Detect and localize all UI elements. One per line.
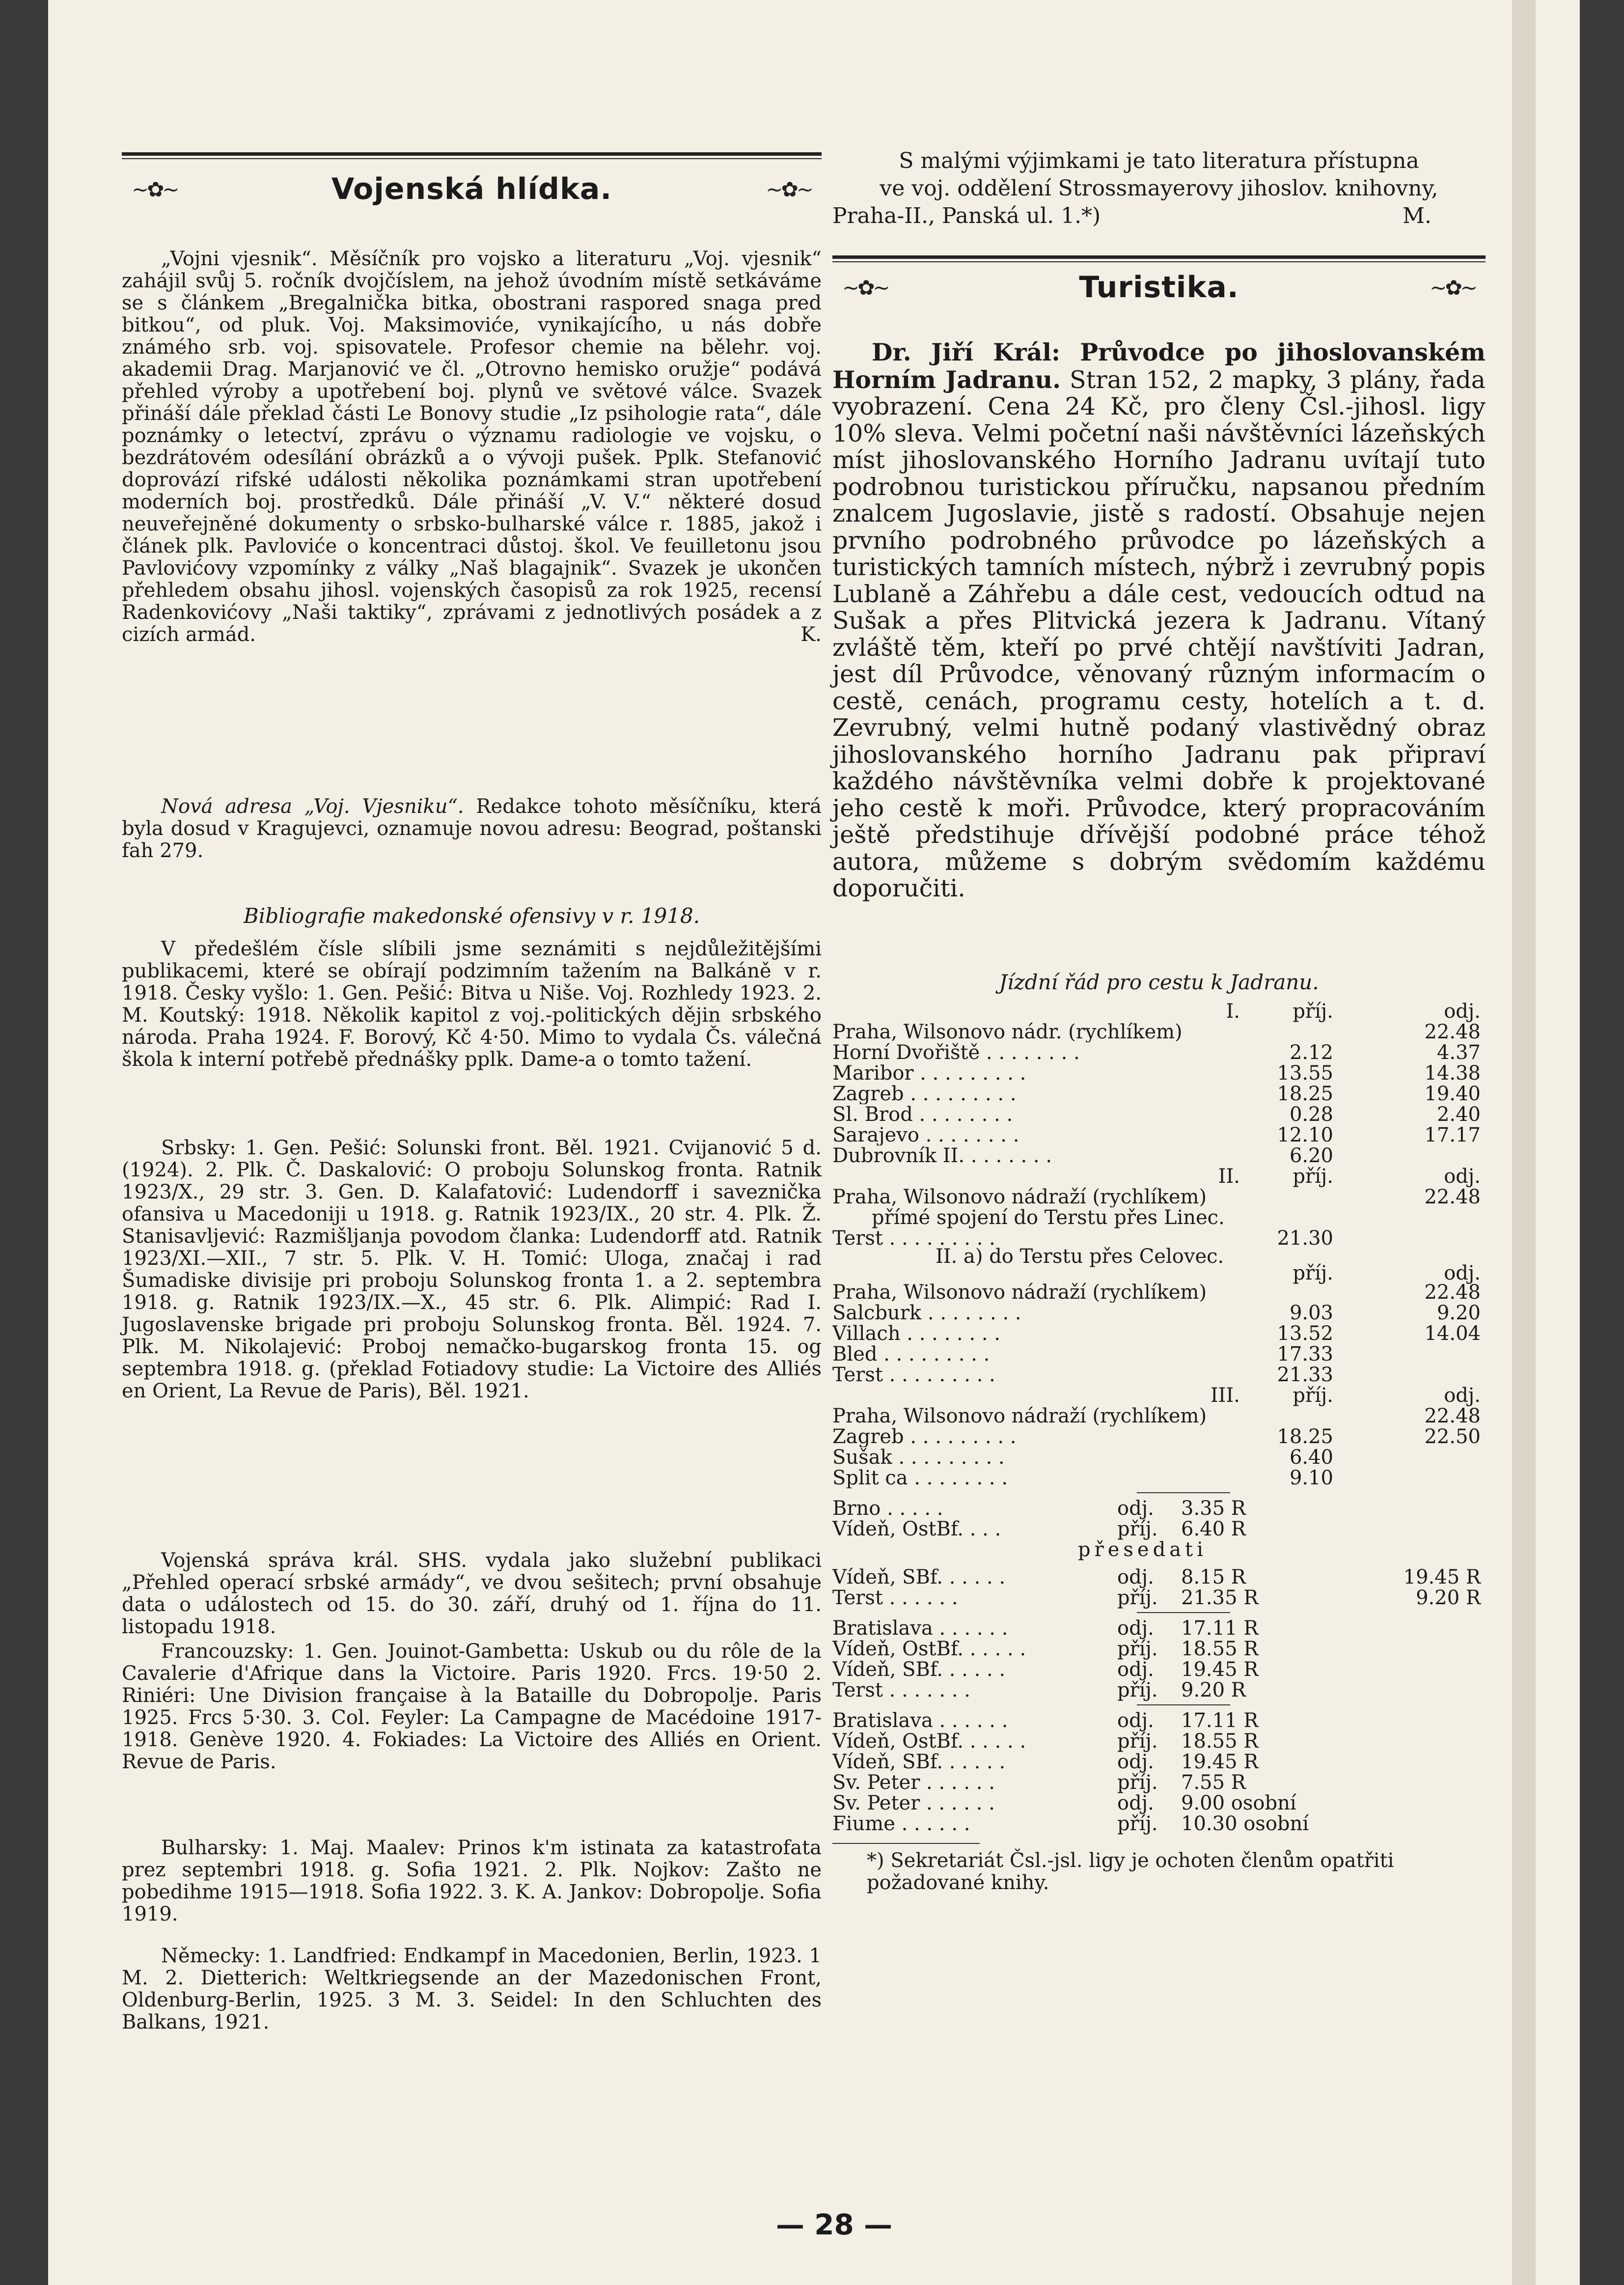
station: Split ca . . . . . . . . xyxy=(832,1468,1008,1488)
departure: 22.48 xyxy=(1424,1021,1481,1043)
departure: 22.48 xyxy=(1424,1281,1481,1304)
station: Bratislava . . . . . . xyxy=(832,1618,1008,1639)
paragraph-bulharsky: Bulharsky: 1. Maj. Maalev: Prinos k'm istinata za katastrofata prez septembri 1918. g. Sofia 1921. 2. Plk. Nojkov: Zašto ne pobedihme 1915—1918. Sofia 1922. 3. K. A. Jankov: Dobropolje. Sofia 1919. xyxy=(122,1837,822,1925)
table-row xyxy=(832,1042,1486,1063)
paragraph-vojenska-sprava: Vojenská správa král. SHS. vydala jako služební publikaci „Přehled operací srbské armády“, ve dvou sešitech; první obsahuje data o událostech od 15. do 30. září, druhý od 1. října do 11. listopadu 1918. xyxy=(122,1549,822,1638)
departure: 22.48 xyxy=(1424,1405,1481,1427)
station: Terst . . . . . . . xyxy=(832,1680,970,1700)
time: 19.45 R xyxy=(1181,1751,1259,1773)
kind: příj. xyxy=(1117,1679,1158,1701)
station: Praha, Wilsonovo nádraží (rychlíkem) xyxy=(832,1187,1207,1207)
station: Dubrovník II. . . . . . . . xyxy=(832,1145,1052,1166)
station: Sušak . . . . . . . . . xyxy=(832,1447,1005,1468)
section-title: Vojenská hlídka. xyxy=(331,172,612,206)
paragraph-lead: Nová adresa „Voj. Vjesniku“. xyxy=(161,795,464,818)
table-row xyxy=(832,1772,1486,1793)
station: Praha, Wilsonovo nádr. (rychlíkem) xyxy=(832,1022,1183,1042)
kind: odj. xyxy=(1117,1709,1154,1732)
station: Zagreb . . . . . . . . . xyxy=(832,1084,1017,1104)
station: Brno . . . . . xyxy=(832,1498,943,1519)
station: Vídeň, OstBf. . . . . . xyxy=(832,1639,1026,1659)
departure xyxy=(1333,1344,1481,1365)
presedati-label xyxy=(832,1539,1486,1560)
intro-line-last xyxy=(832,202,1486,230)
intro-line: ve voj. oddělení Strossmayerovy jihoslov. knihovny, xyxy=(880,176,1438,201)
table-row xyxy=(832,1468,1486,1488)
timetable-header xyxy=(832,1166,1486,1187)
departure xyxy=(1333,1228,1481,1249)
departure: 22.48 xyxy=(1424,1186,1481,1208)
table-row xyxy=(832,1187,1486,1207)
station: Sl. Brod . . . . . . . . xyxy=(832,1104,1013,1125)
time: 18.55 R xyxy=(1181,1638,1259,1660)
station: Sarajevo . . . . . . . . xyxy=(832,1125,1019,1145)
station: Praha, Wilsonovo nádraží (rychlíkem) xyxy=(832,1406,1207,1426)
station: Praha, Wilsonovo nádraží (rychlíkem) xyxy=(832,1282,1207,1303)
intro-note xyxy=(832,147,1486,230)
col-departure: odj. xyxy=(1444,1165,1481,1188)
departure: 4.37 xyxy=(1436,1041,1481,1064)
ornament-right-icon: ~✿~ xyxy=(766,177,812,201)
timetable-header xyxy=(832,1385,1486,1406)
change-trains-label: přesedati xyxy=(1078,1538,1207,1561)
time: 18.55 R xyxy=(1181,1730,1259,1753)
route-number: III. xyxy=(1210,1384,1240,1407)
table-row xyxy=(832,1588,1486,1608)
table-row xyxy=(832,1063,1486,1084)
departure xyxy=(1333,1145,1481,1166)
route-number: II. xyxy=(1218,1165,1240,1188)
route-number: II. a) do Terstu přes Celovec. xyxy=(936,1245,1224,1268)
station: Terst . . . . . . xyxy=(832,1588,958,1608)
departure: 14.38 xyxy=(1424,1062,1481,1085)
kind: odj. xyxy=(1117,1751,1154,1773)
kind: příj. xyxy=(1117,1812,1158,1835)
station: Sv. Peter . . . . . . xyxy=(832,1793,995,1813)
intro-line: Praha-II., Panská ul. 1.*) xyxy=(832,203,1101,228)
kind: příj. xyxy=(1117,1771,1158,1794)
table-row xyxy=(832,1125,1486,1145)
station: Terst . . . . . . . . . xyxy=(832,1365,995,1385)
arrival xyxy=(1265,1187,1333,1207)
table-row xyxy=(832,1022,1486,1042)
kind: příj. xyxy=(1117,1638,1158,1660)
station: Vídeň, SBf. . . . . . xyxy=(832,1752,1006,1772)
station: Bled . . . . . . . . . xyxy=(832,1344,990,1365)
table-row xyxy=(832,1618,1486,1639)
arrival: 13.55 xyxy=(1277,1062,1333,1085)
time: 9.00 osobní xyxy=(1181,1792,1296,1814)
author-sign: K. xyxy=(800,623,822,646)
arrival: 12.10 xyxy=(1277,1124,1333,1146)
col-arrival: příj. xyxy=(1293,1000,1333,1023)
route-number: I. xyxy=(1226,1000,1240,1023)
paragraph-francouzsky: Francouzsky: 1. Gen. Jouinot-Gambetta: Uskub ou du rôle de la Cavalerie d'Afrique dans la Victoire. Paris 1920. Frcs. 19·50 2. Riniéri: Une Division française à la Bataille du Dobropolje. Paris 1925. Frcs 5·30. 3. Col. Feyler: La Campagne de Macédoine 1917-1918. Genève 1920. 4. Fokiades: La Victoire des Alliés en Orient. Revue de Paris. xyxy=(122,1640,822,1773)
station: Vídeň, OstBf. . . . xyxy=(832,1519,1001,1539)
table-row xyxy=(832,1519,1486,1539)
col-departure: odj. xyxy=(1444,1262,1481,1284)
section-rule xyxy=(122,152,822,159)
table-row xyxy=(832,1104,1486,1125)
arrival: 18.25 xyxy=(1277,1083,1333,1105)
paragraph-text: Stran 152, 2 mapky, 3 plány, řada vyobrazení. Cena 24 Kč, pro členy Čsl.-jihosl. ligy 10% sleva. Velmi početní naši návštěvníci lázeňských míst jihoslovanského Horního Jadranu uvítají tuto podrobnou turistickou příručku, napsanou předním znalcem Jugoslavie, jistě s radostí. Obsahuje nejen prvního podrobného průvodce po lázeňských a turistických tamních místech, nýbrž i zevrubný popis Lublaně a Záhřebu a dále cest, vedoucích odtud na Sušak a přes Plitvická jezera k Jadranu. Vítaný zvláště těm, kteří po prvé chtějí navštíviti Jadran, jest díl Průvodce, věnovaný různým informacím o cestě, cenách, programu cesty, hotelích a t. d. Zevrubný, velmi hutně podaný vlastivědný obraz jihoslovanského horního Jadranu pak připraví každého návštěvníka velmi dobře k projektované jeho cestě k moři. Průvodce, který propracováním ještě předstihuje dřívější podobné práce téhož autora, můžeme s dobrým svědomím každému doporučiti. xyxy=(832,365,1486,902)
table-row xyxy=(832,1323,1486,1344)
station: Zagreb . . . . . . . . . xyxy=(832,1426,1017,1447)
station: Bratislava . . . . . . xyxy=(832,1710,1008,1731)
time-alt: 9.20 R xyxy=(1416,1587,1481,1609)
col-arrival: příj. xyxy=(1293,1165,1333,1188)
table-row xyxy=(832,1710,1486,1731)
intro-line: S malými výjimkami je tato literatura přístupna xyxy=(899,148,1419,173)
arrival xyxy=(1265,1022,1333,1042)
arrival: 21.30 xyxy=(1277,1227,1333,1250)
time: 3.35 R xyxy=(1181,1497,1246,1520)
divider xyxy=(1137,1612,1230,1613)
paragraph-text: Redakce tohoto měsíčníku, která byla dosud v Kragujevci, oznamuje novou adresu: Beograd, poštanski fah 279. xyxy=(122,795,822,862)
section-rule xyxy=(832,255,1486,262)
paragraph-vojni-vjesnik xyxy=(122,248,822,646)
time: 21.35 R xyxy=(1181,1587,1259,1609)
station: Sv. Peter . . . . . . xyxy=(832,1772,995,1793)
departure xyxy=(1333,1365,1481,1385)
arrival: 9.10 xyxy=(1289,1467,1333,1489)
time: 7.55 R xyxy=(1181,1771,1246,1794)
table-row xyxy=(832,1303,1486,1323)
timetable-title: Jízdní řád pro cestu k Jadranu. xyxy=(999,970,1319,994)
page-spine xyxy=(1512,0,1536,2285)
station: Vídeň, SBf. . . . . . xyxy=(832,1567,1006,1588)
paragraph-text: „Vojni vjesnik“. Měsíčník pro vojsko a literaturu „Voj. vjesnik“ zahájil svůj 5. ročník dvojčíslem, na jehož úvodním místě setkáváme se s článkem „Bregalnička bitka, obostrani raspored snaga pred bitkou“, od pluk. Voj. Maksimoviće, vynikajícího, u nás dobře známého srb. voj. spisovatele. Profesor chemie na bělehr. voj. akademii Drag. Marjanović ve čl. „Otrovno hemisko oružje“ podává přehled výroby a upotřebení boj. plynů ve světové válce. Svazek přináší dále překlad části Le Bonovy studie „Iz psihologie rata“, dále poznámky o letectví, zprávu o významu radiologie ve vojsku, o bezdrátovém odesílání obrázků a o vývoji pušek. Pplk. Stefanović doprovází rifské události několika poznámkami stran upotřebení moderních boj. prostředků. Dále přináší „V. V.“ některé dosud neuveřejněné dokumenty o srbsko-bulharské válce r. 1885, jakož i článek plk. Pavloviće o koncentraci důstoj. škol. Ve feuilletonu jsou Pavlovićovy vzpomínky z války „Naš blagajnik“. Svazek je ukončen přehledem obsahu jihosl. vojenských časopisů za rok 1925, recensí Radenkovićovy „Naši taktiky“, zprávami z jednotlivých posádek a z cizích armád. xyxy=(122,248,822,646)
table-row xyxy=(832,1365,1486,1385)
author-sign: M. xyxy=(1402,203,1431,228)
subtitle-bibliografie: Bibliografie makedonské ofensivy v r. 1918. xyxy=(243,904,700,928)
time: 19.45 R xyxy=(1181,1658,1259,1681)
time-alt xyxy=(1284,1519,1481,1539)
timetable-note: přímé spojení do Terstu přes Linec. xyxy=(872,1206,1225,1229)
time: 17.11 R xyxy=(1181,1617,1259,1640)
departure: 22.50 xyxy=(1424,1425,1481,1448)
kind: odj. xyxy=(1117,1792,1154,1814)
station: Fiume . . . . . . xyxy=(832,1813,970,1834)
section-header-vojenska xyxy=(122,169,822,209)
station: Vídeň, OstBf. . . . . . xyxy=(832,1731,1026,1752)
arrival: 18.25 xyxy=(1277,1425,1333,1448)
divider xyxy=(1137,1704,1230,1705)
divider xyxy=(1137,1492,1230,1493)
station: Terst . . . . . . . . . xyxy=(832,1228,995,1249)
arrival: 21.33 xyxy=(1277,1364,1333,1386)
departure: 17.17 xyxy=(1424,1124,1481,1146)
section-header-turistika xyxy=(832,268,1486,307)
col-arrival: příj. xyxy=(1293,1384,1333,1407)
col-arrival: příj. xyxy=(1293,1262,1333,1284)
departure: 14.04 xyxy=(1424,1322,1481,1345)
paragraph-srbsky: Srbsky: 1. Gen. Pešić: Solunski front. Běl. 1921. Cvijanović 5 d. (1924). 2. Plk. Č. Daskalović: O proboju Solunskog fronta. Ratnik 1923/X., 29 str. 3. Gen. D. Kalafatović: Ludendorff i saveznička ofansiva u Macedoniji u 1918. g. Ratnik 1923/IX., 20 str. 4. Plk. Ž. Stanisavljević: Razmišljanja povodom članka: Ludendorff atd. Ratnik 1923/XI.—XII., 7 str. 5. Plk. V. H. Tomić: Uloga, značaj i rad Šumadiske divisije pri proboju Solunskog fronta 1. a 2. septembra 1918. g. Ratnik 1923/IX.—X., 45 str. 6. Plk. Alimpić: Rad I. Jugoslavenske brigade pri proboju Solunskog fronta. Běl. 1924. 7. Plk. M. Nikolajević: Proboj nemačko-bugarskog fronta 15. og septembra 1918. g. (překlad Fotiadovy studie: La Victoire des Alliés en Orient, La Revue de Paris), Běl. 1921. xyxy=(122,1137,822,1402)
arrival xyxy=(1265,1406,1333,1426)
kind: příj. xyxy=(1117,1518,1158,1540)
station: Vídeň, SBf. . . . . . xyxy=(832,1659,1006,1680)
departure xyxy=(1333,1447,1481,1468)
time-alt xyxy=(1284,1498,1481,1519)
time: 9.20 R xyxy=(1181,1679,1246,1701)
ornament-left-icon: ~✿~ xyxy=(842,275,888,300)
paragraph-lead: Dr. Jiří Král: Průvodce po jihoslovanském Horním Jadranu. xyxy=(832,338,1486,394)
time: 8.15 R xyxy=(1181,1566,1246,1588)
timetable xyxy=(832,1001,1486,1894)
page-number: — 28 — xyxy=(776,2208,893,2241)
station: Villach . . . . . . . . xyxy=(832,1323,1001,1344)
arrival: 13.52 xyxy=(1277,1322,1333,1345)
arrival: 0.28 xyxy=(1289,1103,1333,1126)
timetable-header xyxy=(832,1264,1486,1282)
kind: odj. xyxy=(1117,1658,1154,1681)
footnote: *) Sekretariát Čsl.-jsl. ligy je ochoten členům opatřiti požadované knihy. xyxy=(867,1849,1394,1894)
arrival xyxy=(1265,1282,1333,1303)
paragraph-nova-adresa xyxy=(122,796,822,862)
arrival: 2.12 xyxy=(1289,1041,1333,1064)
time: 10.30 osobní xyxy=(1181,1812,1309,1835)
departure: 2.40 xyxy=(1436,1103,1481,1126)
kind: příj. xyxy=(1117,1730,1158,1753)
kind: odj. xyxy=(1117,1497,1154,1520)
station: Horní Dvořiště . . . . . . . . xyxy=(832,1042,1080,1063)
departure xyxy=(1333,1468,1481,1488)
paragraph-pruvodce xyxy=(832,339,1486,902)
footnote-rule xyxy=(832,1843,980,1844)
arrival: 6.40 xyxy=(1289,1446,1333,1469)
station: Maribor . . . . . . . . . xyxy=(832,1063,1026,1084)
table-row xyxy=(832,1282,1486,1303)
table-row xyxy=(832,1813,1486,1834)
time-alt: 19.45 R xyxy=(1403,1566,1481,1588)
time: 17.11 R xyxy=(1181,1709,1259,1732)
kind: odj. xyxy=(1117,1617,1154,1640)
table-row xyxy=(832,1344,1486,1365)
paragraph-bibliografie-intro: V předešlém čísle slíbili jsme seznámiti s nejdůležitějšími publikacemi, které se obírají podzimním tažením na Balkáně v r. 1918. Česky vyšlo: 1. Gen. Pešić: Bitva u Niše. Voj. Rozhledy 1923. 2. M. Koutský: 1918. Několik kapitol z voj.-politických dějin srbského národa. Praha 1924. F. Borový, Kč 4·50. Mimo to vydala Čs. válečná škola k interní potřebě přednášky pplk. Dame-a o tomto tažení. xyxy=(122,938,822,1071)
time: 6.40 R xyxy=(1181,1518,1246,1540)
col-departure: odj. xyxy=(1444,1384,1481,1407)
table-row xyxy=(832,1731,1486,1752)
table-row xyxy=(832,1680,1486,1700)
ornament-right-icon: ~✿~ xyxy=(1430,275,1476,300)
arrival: 17.33 xyxy=(1277,1343,1333,1365)
table-row xyxy=(832,1406,1486,1426)
table-row xyxy=(832,1639,1486,1659)
timetable-header xyxy=(832,1245,1486,1268)
table-row xyxy=(832,1793,1486,1813)
table-row xyxy=(832,1659,1486,1680)
table-row xyxy=(832,1498,1486,1519)
ornament-left-icon: ~✿~ xyxy=(132,177,178,201)
station: Salcburk . . . . . . . . xyxy=(832,1303,1021,1323)
timetable-header xyxy=(832,1001,1486,1022)
kind: odj. xyxy=(1117,1566,1154,1588)
arrival: 6.20 xyxy=(1289,1144,1333,1167)
table-row xyxy=(832,1752,1486,1772)
arrival: 9.03 xyxy=(1289,1302,1333,1324)
table-row xyxy=(832,1567,1486,1588)
table-row xyxy=(832,1145,1486,1166)
paragraph-nemecky: Německy: 1. Landfried: Endkampf in Macedonien, Berlin, 1923. 1 M. 2. Dietterich: Weltkriegsende an der Mazedonischen Front, Oldenburg-Berlin, 1925. 3 M. 3. Seidel: In den Schluchten des Balkans, 1921. xyxy=(122,1945,822,2034)
table-row xyxy=(832,1084,1486,1104)
section-title: Turistika. xyxy=(1079,270,1239,305)
kind: příj. xyxy=(1117,1587,1158,1609)
col-departure: odj. xyxy=(1444,1000,1481,1023)
table-row xyxy=(832,1426,1486,1447)
departure: 19.40 xyxy=(1424,1083,1481,1105)
departure: 9.20 xyxy=(1436,1302,1481,1324)
table-row xyxy=(832,1447,1486,1468)
